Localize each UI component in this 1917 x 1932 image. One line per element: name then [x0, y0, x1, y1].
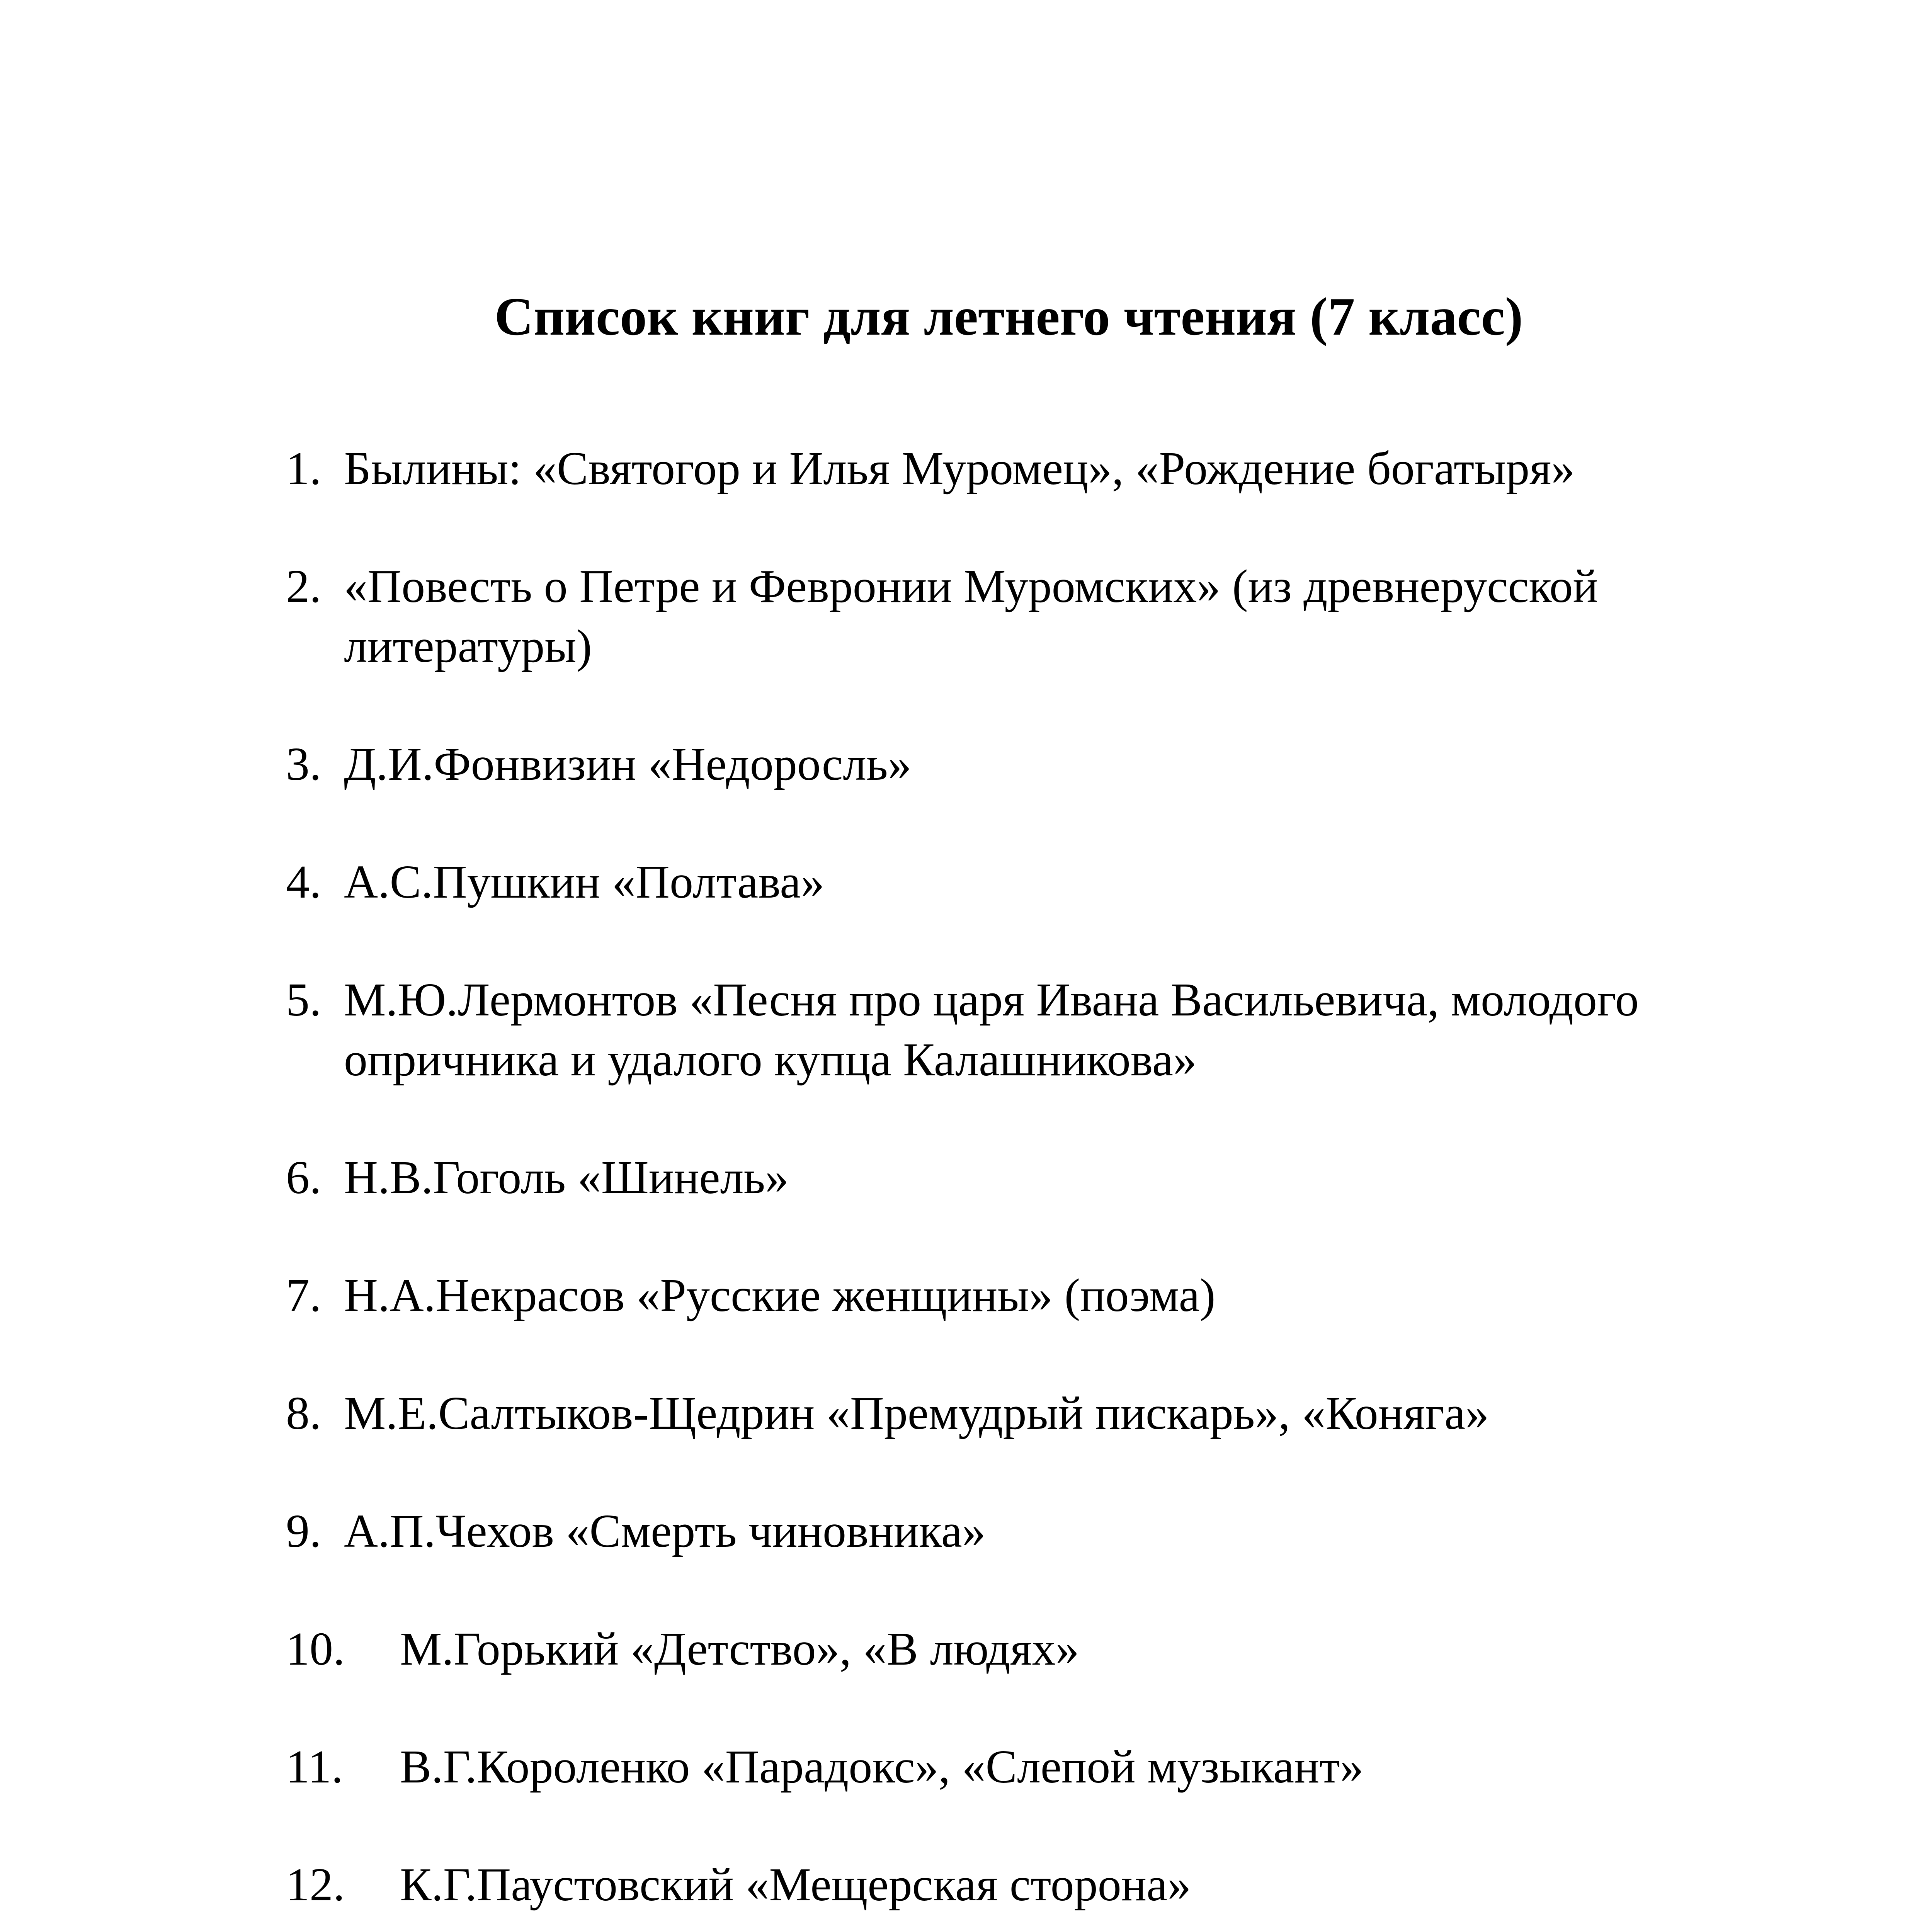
- item-number: 1.: [286, 442, 321, 495]
- document-title: Список книг для летнего чтения (7 класс): [494, 287, 1523, 347]
- item-number: 5.: [286, 974, 321, 1026]
- item-number: 4.: [286, 856, 321, 908]
- item-text: М.Горький «Детство», «В людях»: [400, 1623, 1079, 1675]
- item-number: 6.: [286, 1151, 321, 1204]
- item-text: М.Ю.Лермонтов «Песня про царя Ивана Васильевича, молодого опричника и удалого купца Калашникова»: [344, 974, 1639, 1086]
- item-text: «Повесть о Петре и Февронии Муромских» (из древнерусской литературы): [344, 560, 1598, 672]
- item-number: 12.: [286, 1859, 345, 1911]
- item-text: К.Г.Паустовский «Мещерская сторона»: [400, 1859, 1191, 1911]
- item-text: В.Г.Короленко «Парадокс», «Слепой музыкант»: [400, 1741, 1364, 1793]
- item-text: Н.В.Гоголь «Шинель»: [344, 1151, 789, 1204]
- item-number: 7.: [286, 1269, 321, 1321]
- item-number: 10.: [286, 1623, 345, 1675]
- item-number: 2.: [286, 560, 321, 612]
- item-text: М.Е.Салтыков-Щедрин «Премудрый пискарь», «Коняга»: [344, 1387, 1489, 1439]
- item-text: Д.И.Фонвизин «Недоросль»: [344, 738, 912, 790]
- item-text: А.П.Чехов «Смерть чиновника»: [344, 1505, 986, 1557]
- item-text: Н.А.Некрасов «Русские женщины» (поэма): [344, 1269, 1216, 1321]
- item-text: А.С.Пушкин «Полтава»: [344, 856, 825, 908]
- item-number: 3.: [286, 738, 321, 790]
- item-number: 11.: [286, 1741, 343, 1793]
- item-number: 9.: [286, 1505, 321, 1557]
- item-text: Былины: «Святогор и Илья Муромец», «Рождение богатыря»: [344, 442, 1575, 495]
- item-number: 8.: [286, 1387, 321, 1439]
